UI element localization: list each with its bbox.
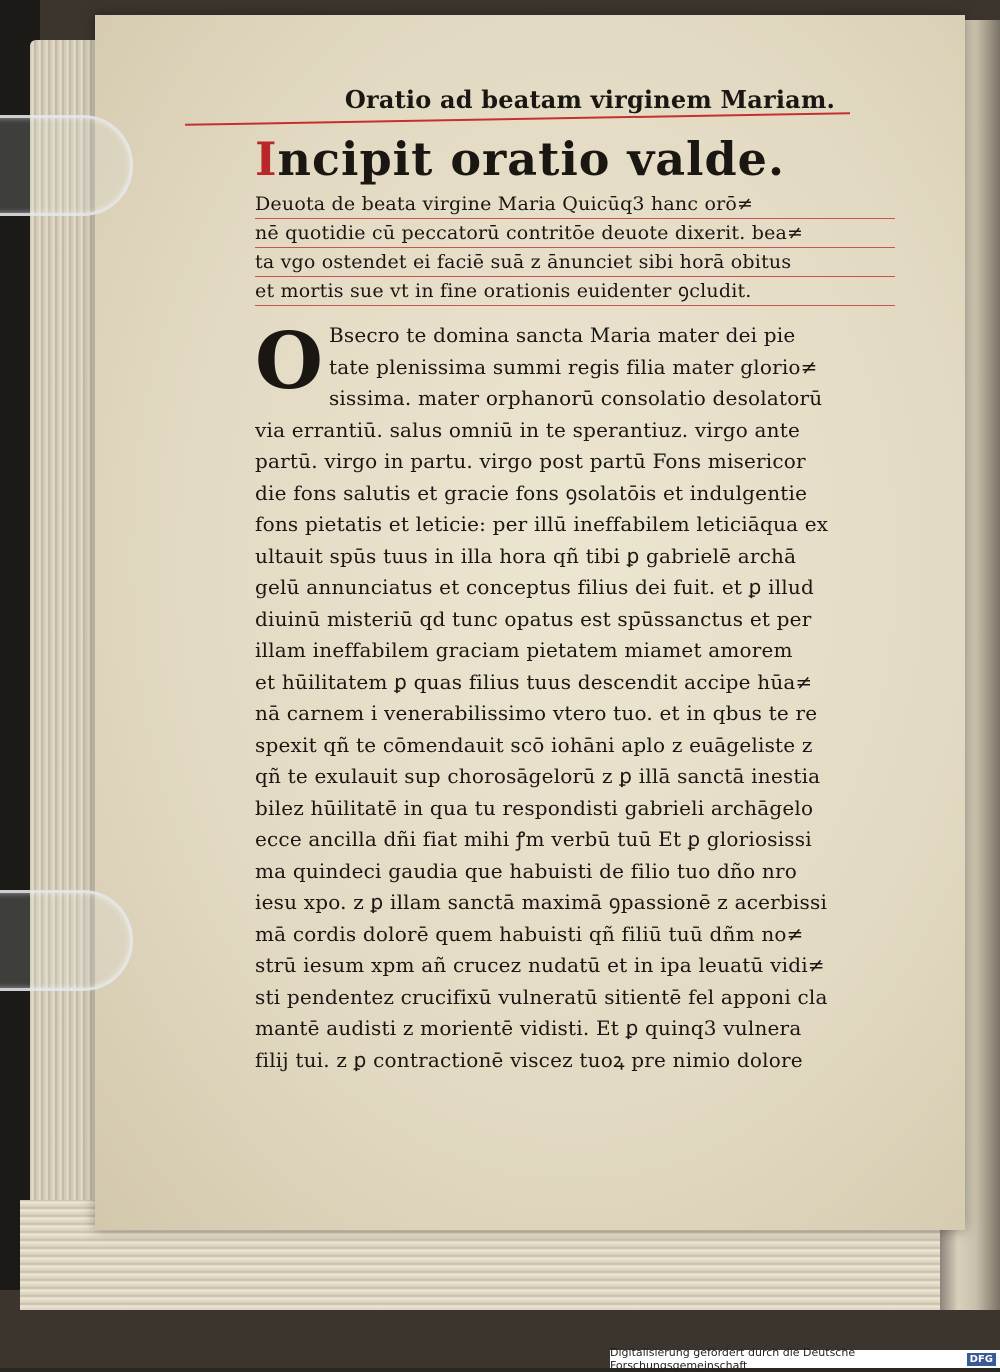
body-line: iesu xpo. z ꝑ illam sanctā maximā ꝯpassionē z acerbissi (255, 890, 828, 914)
body-line: illam ineffabilem graciam pietatem miamet amorem (255, 638, 793, 662)
body-line: bilez hūilitatē in qua tu respondisti gabrieli archāgelo (255, 795, 814, 820)
rubric-line: et mortis sue vt in fine orationis euidenter ꝯcludit. (255, 277, 895, 306)
body-line: ecce ancilla dñi fiat mihi ꝭm verbū tuū Et ꝑ gloriosissi (255, 827, 812, 851)
prayer-body (255, 316, 895, 1076)
dfg-logo: DFG (967, 1353, 996, 1366)
body-line: filij tui. z ꝑ contractionē viscez tuoꝝ pre nimio dolore (255, 1047, 803, 1072)
page-text (255, 80, 895, 1076)
body-line: sti pendentez crucifixū vulneratū sitientē fel apponi cla (255, 984, 828, 1009)
body-line: mantē audisti z morientē vidisti. Et ꝑ quinq3 vulnera (255, 1016, 802, 1040)
funding-credit: Digitalisierung gefördert durch die Deutsche Forschungsgemeinschaft (610, 1346, 856, 1372)
body-line: qñ te exulauit sup chorosāgelorū z ꝑ illā sanctā inestia (255, 764, 821, 788)
rubric-line: Deuota de beata virgine Maria Quicūq3 hanc orō≠ (255, 190, 895, 219)
body-line: et hūilitatem ꝑ quas filius tuus descendit accipe hūa≠ (255, 669, 813, 694)
body-line: die fons salutis et gracie fons ꝯsolatōis et indulgentie (255, 480, 808, 505)
body-line: sissima. mater orphanorū consolatio desolatorū (328, 386, 823, 410)
body-line: ma quindeci gaudia que habuisti de filio tuo dño nro (255, 858, 797, 883)
body-line: via errantiū. salus omniū in te sperantiuz. virgo ante (255, 417, 801, 442)
body-line: tate plenissima summi regis filia mater glorio≠ (328, 354, 818, 379)
page-clip-bottom (0, 890, 133, 991)
body-line: fons pietatis et leticie: per illū ineffabilem leticiāqua ex (255, 512, 829, 536)
rubric-block (255, 190, 895, 306)
body-line: spexit qñ te cōmendauit scō iohāni aplo z euāgeliste z (255, 732, 813, 757)
digitization-footer (610, 1346, 1000, 1372)
body-line: Bsecro te domina sancta Maria mater dei pie (328, 323, 796, 347)
body-line: gelū annunciatus et conceptus filius dei fuit. et ꝑ illud (255, 575, 814, 599)
body-line: strū iesum xpm añ crucez nudatū et in ipa leuatū vidi≠ (255, 953, 825, 977)
rubric-line: ta vgo ostendet ei faciē suā z ānunciet sibi horā obitus (255, 248, 895, 277)
incipit-text: ncipit oratio valde. (277, 132, 785, 186)
body-line: partū. virgo in partu. virgo post partū Fons misericor (255, 449, 806, 473)
body-line: diuinū misteriū qd tunc opatus est spūssanctus et per (255, 606, 812, 631)
red-initial: I (255, 132, 278, 186)
body-line: ultauit spūs tuus in illa hora qñ tibi ꝑ gabrielē archā (255, 543, 797, 568)
rubric-line: nē quotidie cū peccatorū contritōe deuote dixerit. bea≠ (255, 219, 895, 248)
incipit-line (255, 128, 895, 190)
body-line: mā cordis dolorē quem habuisti qñ filiū tuū dñm no≠ (255, 921, 804, 946)
page-heading: Oratio ad beatam virginem Mariam. (344, 85, 836, 114)
drop-cap-initial: O (255, 316, 323, 407)
body-line: nā carnem i venerabilissimo vtero tuo. et in qbus te re (255, 701, 818, 725)
page-clip-top (0, 115, 133, 216)
